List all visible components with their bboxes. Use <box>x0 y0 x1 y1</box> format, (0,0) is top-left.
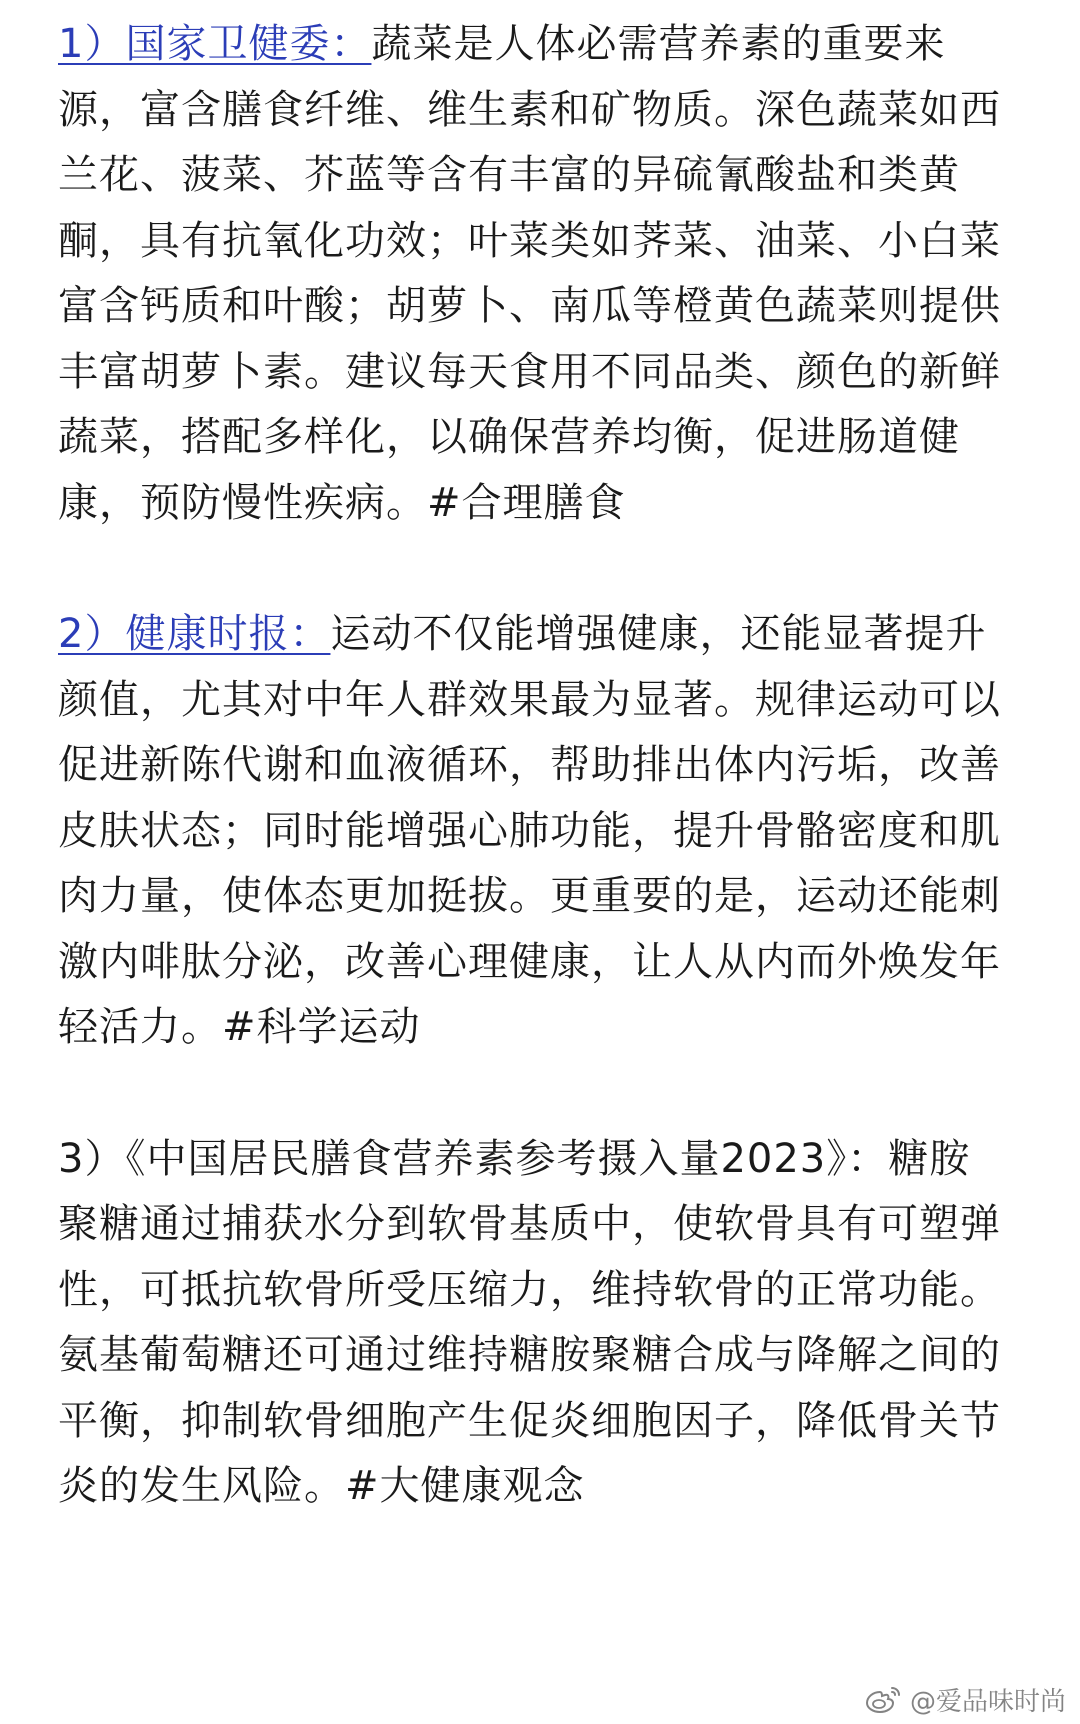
source-label-3: 3）《中国居民膳食营养素参考摄入量2023》： <box>58 1135 889 1182</box>
article-content <box>58 12 1008 1520</box>
watermark-text: @爱品味时尚 <box>909 1687 1066 1717</box>
paragraph-3 <box>58 1127 1008 1520</box>
watermark <box>864 1681 1066 1718</box>
source-link-2[interactable]: 2）健康时报： <box>58 611 331 657</box>
paragraph-3-body: 糖胺聚糖通过捕获水分到软骨基质中，使软骨具有可塑弹性，可抵抗软骨所受压缩力，维持软骨的正常功能。氨基葡萄糖还可通过维持糖胺聚糖合成与降解之间的平衡，抑制软骨细胞产生促炎细胞因子，降低骨关节炎的发生风险。#大健康观念 <box>58 1135 1001 1509</box>
paragraph-2 <box>58 602 1008 1061</box>
source-link-1[interactable]: 1）国家卫健委： <box>58 21 372 67</box>
paragraph-1-body: 蔬菜是人体必需营养素的重要来源，富含膳食纤维、维生素和矿物质。深色蔬菜如西兰花、菠菜、芥蓝等含有丰富的异硫氰酸盐和类黄酮，具有抗氧化功效；叶菜类如荠菜、油菜、小白菜富含钙质和叶酸；胡萝卜、南瓜等橙黄色蔬菜则提供丰富胡萝卜素。建议每天食用不同品类、颜色的新鲜蔬菜，搭配多样化，以确保营养均衡，促进肠道健康，预防慢性疾病。#合理膳食 <box>58 21 1001 526</box>
weibo-logo-icon <box>864 1684 904 1716</box>
paragraph-1 <box>58 12 1008 536</box>
paragraph-2-body: 运动不仅能增强健康，还能显著提升颜值，尤其对中年人群效果最为显著。规律运动可以促进新陈代谢和血液循环，帮助排出体内污垢，改善皮肤状态；同时能增强心肺功能，提升骨骼密度和肌肉力量，使体态更加挺拔。更重要的是，运动还能刺激内啡肽分泌，改善心理健康，让人从内而外焕发年轻活力。#科学运动 <box>58 611 1001 1050</box>
